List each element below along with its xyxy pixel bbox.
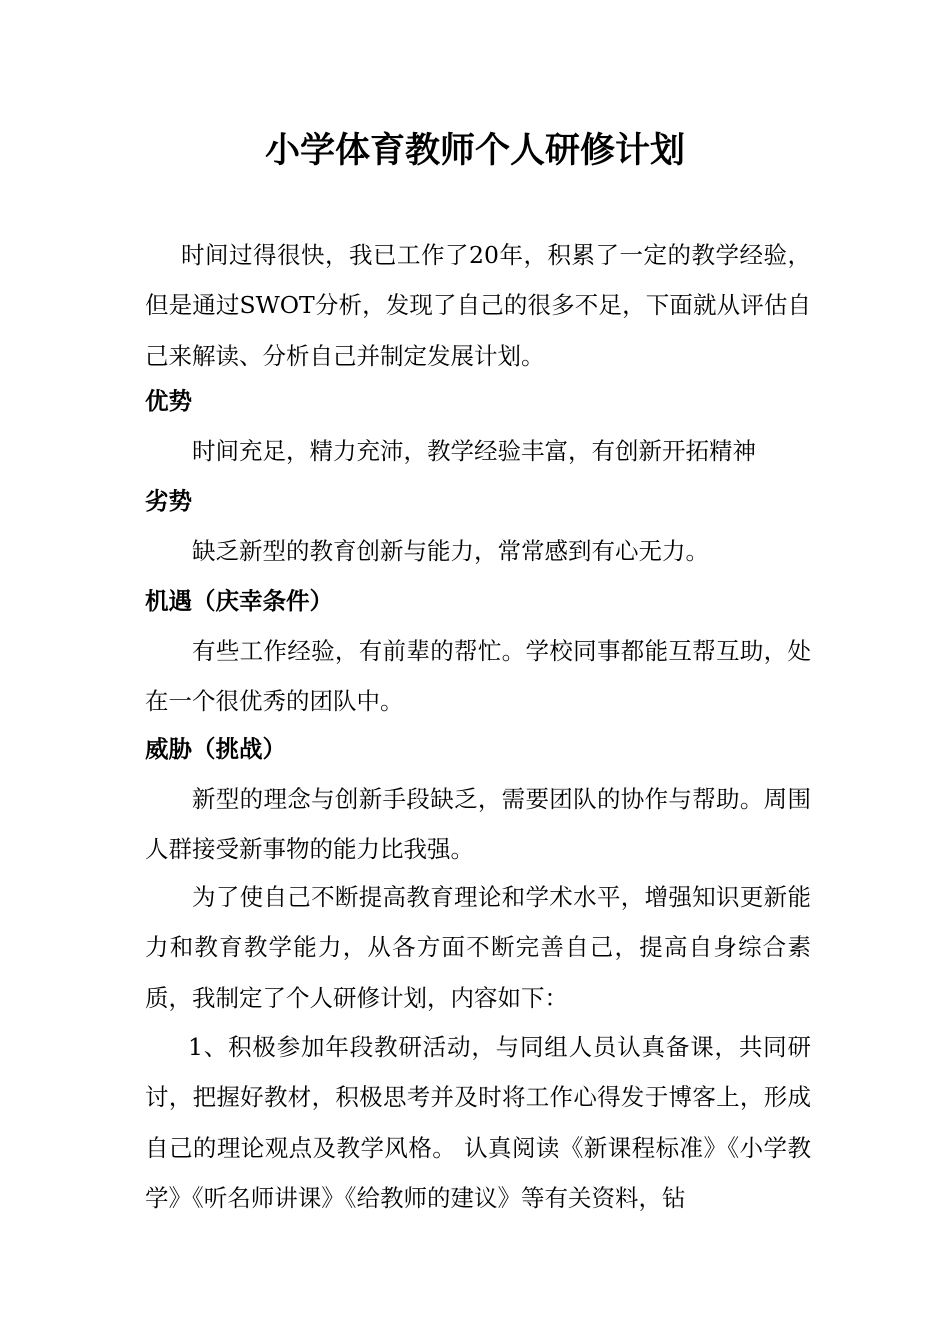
intro-paragraph: 时间过得很快，我已工作了20年，积累了一定的教学经验，但是通过SWOT分析，发现了自己的很多不足，下面就从评估自己来解读、分析自己并制定发展计划。 xyxy=(145,241,811,370)
section-body-opportunities: 有些工作经验，有前辈的帮忙。学校同事都能互帮互助，处在一个很优秀的团队中。 xyxy=(145,637,811,716)
section-heading-weaknesses: 劣势 xyxy=(145,487,192,515)
plan-item-1: 1、积极参加年段教研活动，与同组人员认真备课，共同研讨，把握好教材，积极思考并及时将工作心得发于博客上，形成自己的理论观点及教学风格。 认真阅读《新课程标准》《小学教学》《听名师讲课》《给教师的建议》等有关资料，钻 xyxy=(145,1033,811,1212)
section-heading-strengths: 优势 xyxy=(145,387,192,415)
section-heading-threats: 威胁（挑战） xyxy=(145,735,286,763)
plan-intro-paragraph: 为了使自己不断提高教育理论和学术水平，增强知识更新能力和教育教学能力，从各方面不断完善自己，提高自身综合素质，我制定了个人研修计划，内容如下： xyxy=(145,883,811,1012)
document-title: 小学体育教师个人研修计划 xyxy=(264,130,685,171)
section-body-weaknesses: 缺乏新型的教育创新与能力，常常感到有心无力。 xyxy=(192,537,709,565)
section-heading-opportunities: 机遇（庆幸条件） xyxy=(145,587,333,615)
section-body-strengths: 时间充足，精力充沛，教学经验丰富，有创新开拓精神 xyxy=(192,437,756,465)
section-body-threats: 新型的理念与创新手段缺乏，需要团队的协作与帮助。周围人群接受新事物的能力比我强。 xyxy=(145,785,811,864)
